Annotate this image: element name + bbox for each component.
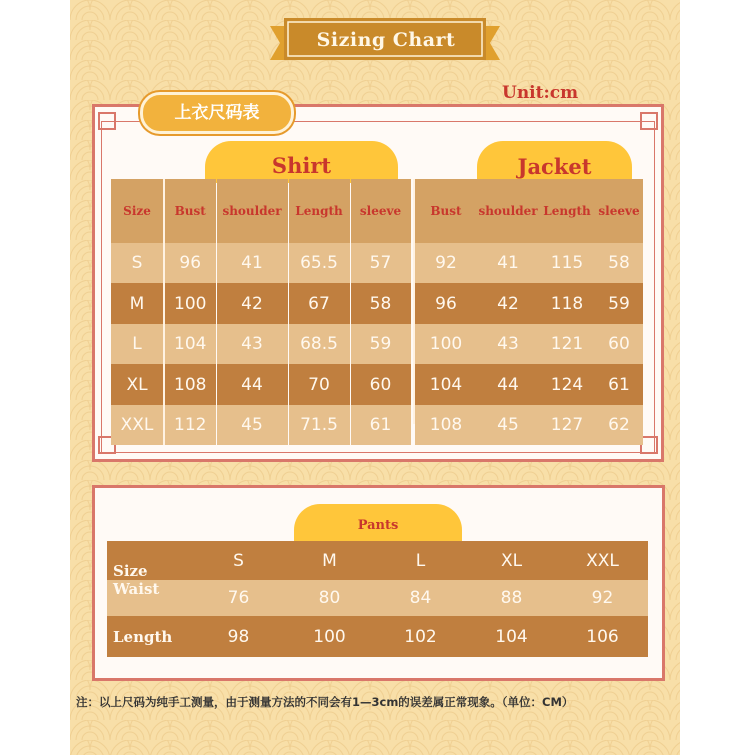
value-cell: 121 (539, 324, 595, 364)
row-label: Length (107, 616, 193, 657)
value-cell: 58 (595, 243, 643, 283)
value-cell: 112 (164, 405, 216, 445)
value-cell: 45 (477, 405, 539, 445)
value-cell: 61 (595, 364, 643, 405)
value-cell: 45 (216, 405, 288, 445)
header-cell: sleeve (595, 179, 643, 243)
header-cell: Length (288, 179, 350, 243)
table-row (107, 580, 648, 616)
value-cell: 100 (284, 616, 375, 657)
value-cell: 104 (466, 616, 557, 657)
value-cell: 115 (539, 243, 595, 283)
value-cell: 57 (350, 243, 411, 283)
value-cell: 59 (350, 324, 411, 364)
value-cell: 80 (284, 580, 375, 616)
value-cell: 96 (164, 243, 216, 283)
value-cell: 41 (216, 243, 288, 283)
value-cell: 98 (193, 616, 284, 657)
sizing-chart-poster (70, 0, 680, 755)
value-cell: 108 (164, 364, 216, 405)
table-row (415, 324, 643, 364)
value-cell: 68.5 (288, 324, 350, 364)
value-cell: 102 (375, 616, 466, 657)
value-cell: 65.5 (288, 243, 350, 283)
table-row (415, 283, 643, 324)
size-cell: XXL (111, 405, 164, 445)
table-row (111, 283, 411, 324)
table-row (415, 405, 643, 445)
frame-corner-ornament (98, 112, 116, 130)
chart-title: Sizing Chart (316, 29, 456, 51)
value-cell: 44 (216, 364, 288, 405)
size-cell: S (193, 541, 284, 580)
value-cell: 59 (595, 283, 643, 324)
value-cell: 60 (595, 324, 643, 364)
value-cell: 70 (288, 364, 350, 405)
shirt-size-table (111, 179, 412, 445)
size-cell: M (284, 541, 375, 580)
value-cell: 118 (539, 283, 595, 324)
value-cell: 61 (350, 405, 411, 445)
value-cell: 71.5 (288, 405, 350, 445)
value-cell: 84 (375, 580, 466, 616)
value-cell: 62 (595, 405, 643, 445)
value-cell: 42 (216, 283, 288, 324)
unit-label: Unit:cm (502, 83, 579, 103)
row-label: Waist (107, 580, 193, 616)
value-cell: 44 (477, 364, 539, 405)
value-cell: 96 (415, 283, 477, 324)
value-cell: 42 (477, 283, 539, 324)
value-cell: 60 (350, 364, 411, 405)
size-cell: XXL (557, 541, 648, 580)
table-row (111, 405, 411, 445)
pants-tab: Pants (294, 504, 462, 542)
value-cell: 92 (557, 580, 648, 616)
jacket-tab: Jacket (477, 141, 632, 183)
value-cell: 58 (350, 283, 411, 324)
value-cell: 41 (477, 243, 539, 283)
table-row (111, 364, 411, 405)
value-cell: 100 (415, 324, 477, 364)
table-row (415, 364, 643, 405)
value-cell: 92 (415, 243, 477, 283)
value-cell: 106 (557, 616, 648, 657)
header-cell: sleeve (350, 179, 411, 243)
value-cell: 127 (539, 405, 595, 445)
value-cell: 43 (216, 324, 288, 364)
header-cell: Bust (164, 179, 216, 243)
header-cell: Length (539, 179, 595, 243)
pants-size-table (107, 541, 648, 657)
value-cell: 76 (193, 580, 284, 616)
jacket-size-table (415, 179, 643, 445)
shirt-tab: Shirt (205, 141, 398, 183)
header-cell: shoulder (216, 179, 288, 243)
jacket-header-row (415, 179, 643, 243)
value-cell: 108 (415, 405, 477, 445)
top-size-tag: 上衣尺码表 (140, 92, 294, 134)
size-cell: XL (111, 364, 164, 405)
value-cell: 88 (466, 580, 557, 616)
size-cell: XL (466, 541, 557, 580)
shirt-header-row (111, 179, 411, 243)
value-cell: 67 (288, 283, 350, 324)
row-label: Size (107, 541, 193, 580)
value-cell: 104 (415, 364, 477, 405)
frame-corner-ornament (640, 112, 658, 130)
header-cell: shoulder (477, 179, 539, 243)
size-cell: M (111, 283, 164, 324)
size-cell: S (111, 243, 164, 283)
header-cell: Size (111, 179, 164, 243)
value-cell: 43 (477, 324, 539, 364)
table-row (111, 243, 411, 283)
table-row (415, 243, 643, 283)
value-cell: 124 (539, 364, 595, 405)
table-row (111, 324, 411, 364)
header-cell: Bust (415, 179, 477, 243)
footnote: 注：以上尺码为纯手工测量，由于测量方法的不同会有1—3cm的误差属正常现象。（单位：CM） (76, 695, 574, 709)
size-cell: L (111, 324, 164, 364)
pants-size-row (107, 541, 648, 580)
table-row (107, 616, 648, 657)
size-cell: L (375, 541, 466, 580)
value-cell: 100 (164, 283, 216, 324)
value-cell: 104 (164, 324, 216, 364)
